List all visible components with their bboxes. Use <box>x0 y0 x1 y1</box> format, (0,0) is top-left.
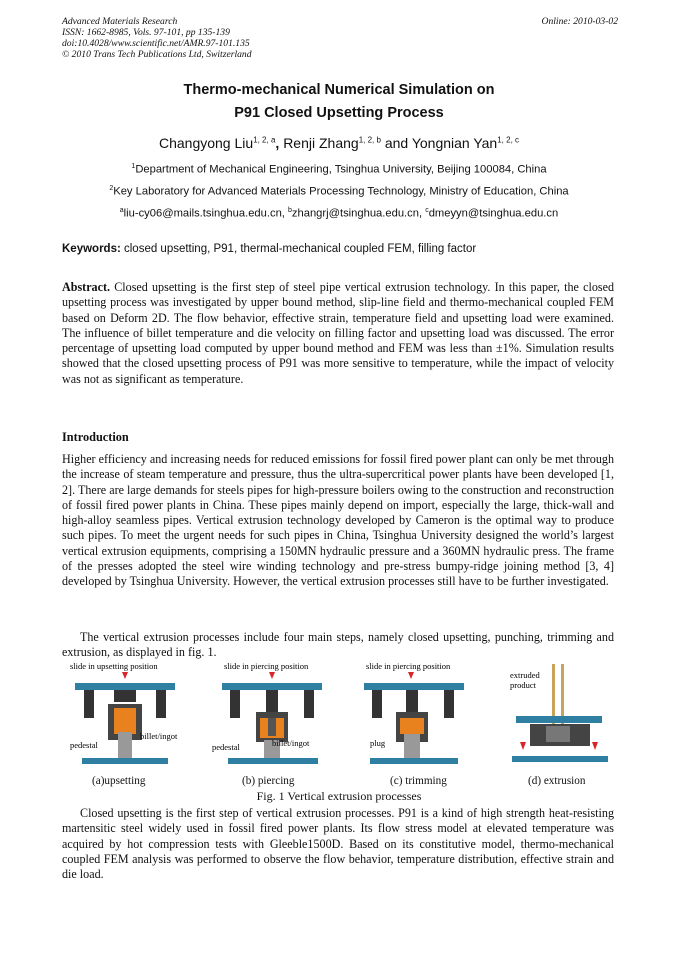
abstract-label: Abstract. <box>62 280 111 294</box>
fig-label-left: plug <box>370 738 386 748</box>
fig-label-right: billet/ingot <box>140 731 178 741</box>
fig-label-right: billet/ingot <box>272 738 310 748</box>
fig-label-top: slide in upsetting position <box>70 661 158 671</box>
fig-label-top2: product <box>510 680 536 690</box>
extrusion-diagram <box>502 660 618 772</box>
keywords-text: closed upsetting, P91, thermal-mechanical coupled FEM, filling factor <box>120 243 477 255</box>
section-heading-introduction: Introduction <box>62 430 129 444</box>
author-sep: and <box>380 135 412 151</box>
journal-header <box>62 16 618 60</box>
intro-paragraph-3: Closed upsetting is the first step of vertical extrusion processes. P91 is a kind of high strength heat-resisting martensitic steel widely used in fossil fired power plants. Its flow stress model at elevated temperature was acquired by hot compression tests with Gleeble1500D. Based on its constitutive model, thermo-mechanical coupled FEM analysis was performed to observe the flow behavior, temperature distribution, effective strain and die load. <box>62 806 614 882</box>
author-list <box>0 135 678 151</box>
keywords-label: Keywords: <box>62 243 121 255</box>
author-name: Yongnian Yan <box>411 135 498 151</box>
affiliation-2 <box>0 185 678 198</box>
email-sup: b <box>288 207 292 214</box>
aff-text: Department of Mechanical Engineering, Tsinghua University, Beijing 100084, China <box>135 163 547 176</box>
piercing-diagram <box>212 660 324 772</box>
email-link[interactable]: liu-cy06@mails.tsinghua.edu.cn, <box>123 207 289 220</box>
online-date: Online: 2010-03-02 <box>541 16 618 27</box>
figure-1 <box>62 660 618 790</box>
arrow-down-icon <box>122 672 128 679</box>
panel-label: (a)upsetting <box>92 775 146 787</box>
intro-paragraph-2: The vertical extrusion processes include four main steps, namely closed upsetting, punching, trimming and extrusion, as displayed in fig. 1. <box>62 630 614 660</box>
panel-label: (d) extrusion <box>528 775 586 787</box>
author-sup: 1, 2, a <box>253 135 276 145</box>
email-link[interactable]: dmeyyn@tsinghua.edu.cn <box>428 207 559 220</box>
abstract-text: Closed upsetting is the first step of steel pipe vertical extrusion technology. In this paper, the closed upsetting process was investigated by upper bound method, slip-line field and thermo-mechanical coupled FEM based on Deform 2D. The flow behavior, effective strain, temperature field and upsetting load were examined. The influence of billet temperature and die velocity on filling factor and upsetting load was discussed. The error percentage of upsetting load computed by upper bound method and FEM was less than ±1%. Simulation results showed that the closed upsetting process of P91 was more sensitive to temperature, while the impact of velocity was not as significant as temperature. <box>62 280 614 386</box>
author-sup: 1, 2, b <box>358 135 381 145</box>
figure-panel-piercing <box>212 660 324 772</box>
arrow-down-icon <box>408 672 414 679</box>
author-name: Changyong Liu <box>158 135 254 151</box>
title-line-2: P91 Closed Upsetting Process <box>234 105 444 121</box>
figure-panel-trimming <box>358 660 470 772</box>
panel-label: (c) trimming <box>390 775 447 787</box>
fig-label-top: slide in piercing position <box>366 661 451 671</box>
email-sup: a <box>119 207 124 214</box>
arrow-down-icon <box>520 742 526 750</box>
upsetting-diagram <box>70 660 180 772</box>
fig-label-top: slide in piercing position <box>224 661 309 671</box>
copyright: © 2010 Trans Tech Publications Ltd, Switzerland <box>62 49 252 60</box>
panel-label: (b) piercing <box>242 775 295 787</box>
fig-label-left: pedestal <box>70 740 98 750</box>
aff-sup: 2 <box>109 185 114 192</box>
author-name: Renji Zhang <box>283 135 359 151</box>
figure-panel-upsetting <box>70 660 180 772</box>
keywords <box>62 243 618 255</box>
aff-text: Key Laboratory for Advanced Materials Processing Technology, Ministry of Education, China <box>113 185 569 198</box>
title-line-1: Thermo-mechanical Numerical Simulation on <box>183 82 495 98</box>
figure-caption: Fig. 1 Vertical extrusion processes <box>256 789 422 803</box>
aff-sup: 1 <box>131 163 136 170</box>
issn: ISSN: 1662-8985, Vols. 97-101, pp 135-139 <box>62 27 230 38</box>
author-sep: , <box>275 135 284 151</box>
author-sup: 1, 2, c <box>497 135 520 145</box>
figure-panel-extrusion <box>502 660 618 772</box>
email-line <box>0 207 678 220</box>
affiliation-1 <box>0 163 678 176</box>
fig-label-top: extruded <box>510 670 540 680</box>
arrow-down-icon <box>592 742 598 750</box>
intro-paragraph-1: Higher efficiency and increasing needs for reduced emissions for fossil fired power plant can only be met through the increase of steam temperature and pressure, thus the ultra-supercritical power plants have been developed [1, 2]. There are large demands for steels pipes for high-pressure boilers owing to the construction and reconstruction of fossil fired power plants in China. These pipes mainly depend on import, especially the large, thick-wall and high-alloy seamless pipes. Vertical extrusion technology developed by Cameron is the optimal way to produce such pipes. To meet the urgent needs for such pipes in China, Tsinghua University designed the world’s largest vertical extrusion equipments, comprising a 150MN hydraulic pressure and a 360MN hydraulic press. The frame of the presses adopted the steel wire winding technology and pre-stress bumpy-ridge joining method [3, 4] developed by Tsinghua University. However, the vertical extrusion processes still have to be further investigated. <box>62 452 614 589</box>
paper-title <box>0 79 678 125</box>
email-sup: c <box>425 207 429 214</box>
abstract <box>62 280 614 387</box>
email-link[interactable]: zhangrj@tsinghua.edu.cn, <box>291 207 426 220</box>
arrow-down-icon <box>269 672 275 679</box>
journal-name: Advanced Materials Research <box>62 16 178 27</box>
trimming-diagram <box>358 660 470 772</box>
fig-label-left: pedestal <box>212 742 240 752</box>
doi: doi:10.4028/www.scientific.net/AMR.97-101.135 <box>62 38 250 49</box>
